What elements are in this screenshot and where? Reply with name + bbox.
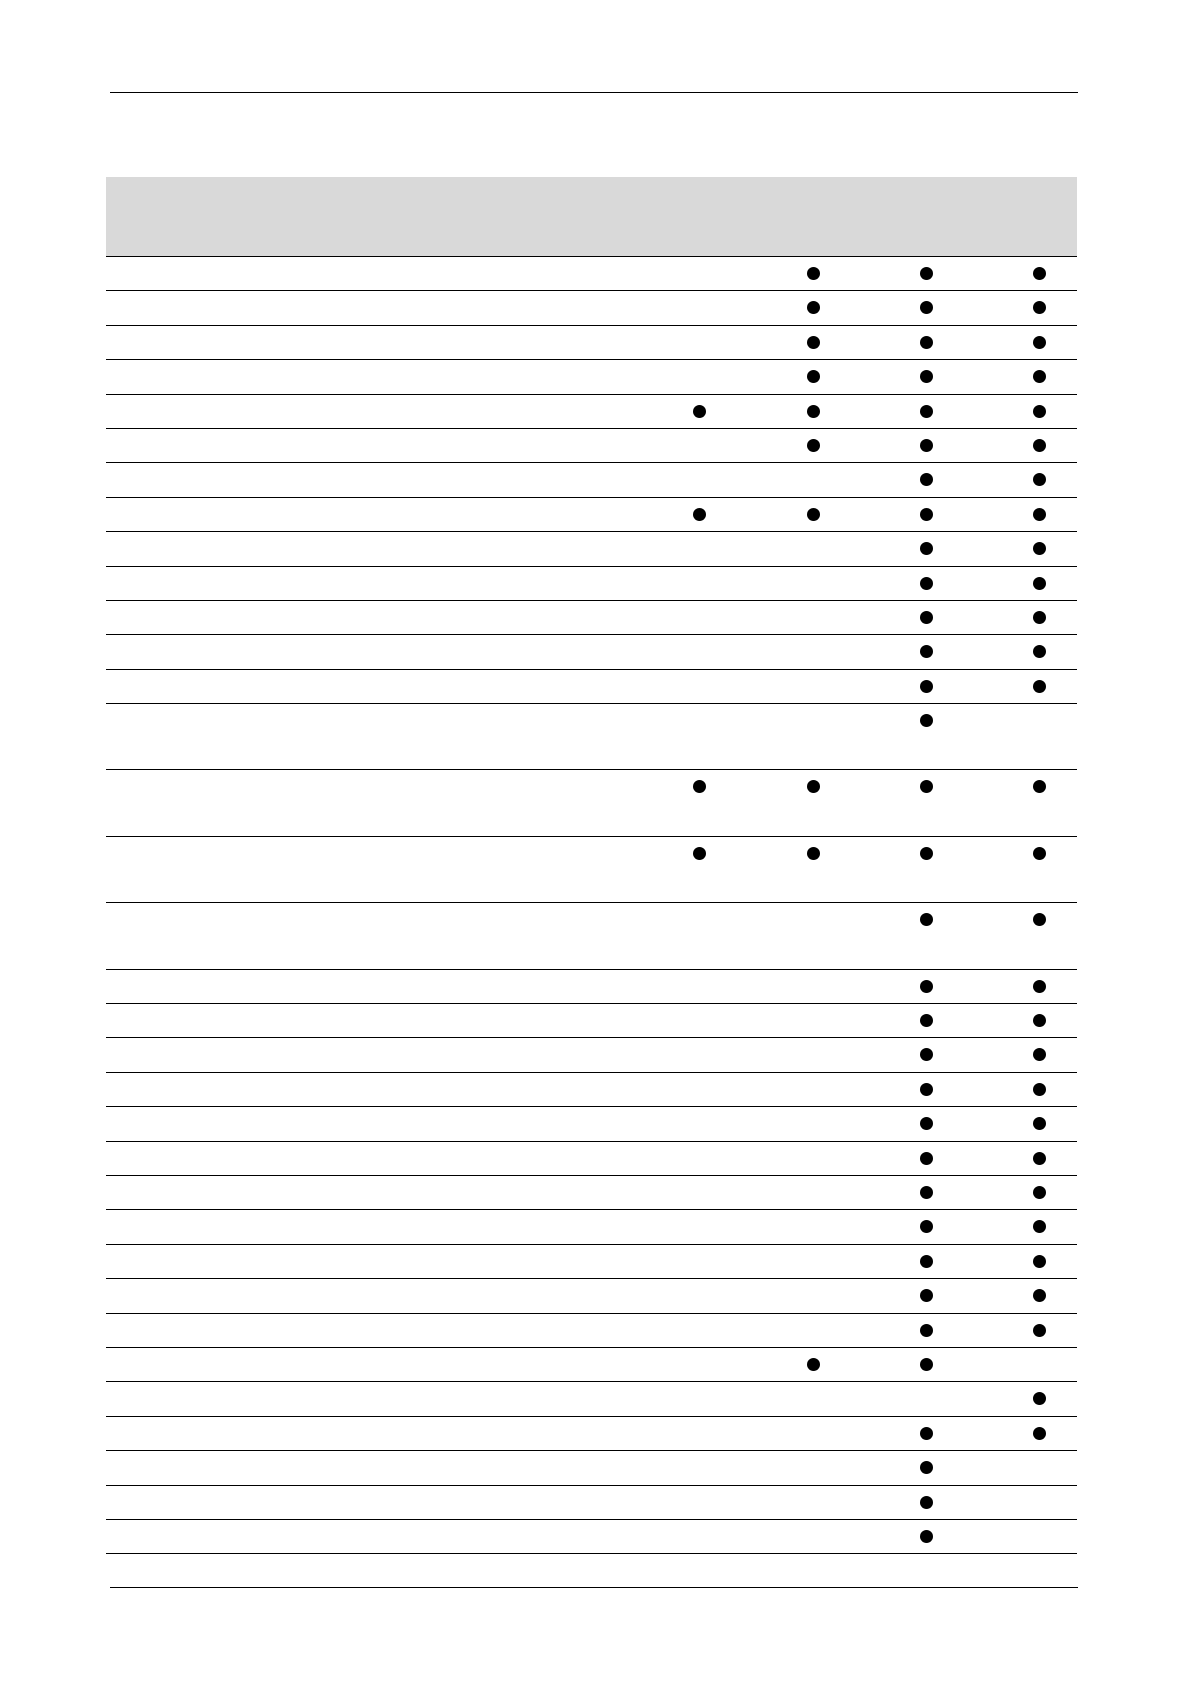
table-cell-col-2 <box>793 301 833 315</box>
table-cell-col-2 <box>793 577 833 591</box>
top-rule <box>110 92 1078 93</box>
table-cell-col-2 <box>793 1186 833 1200</box>
table-row <box>106 1314 1077 1348</box>
bullet-dot-icon <box>1033 439 1046 452</box>
bullet-dot-icon <box>920 1289 933 1302</box>
table-cell-col-4 <box>1019 1255 1059 1269</box>
table-cell-col-1 <box>679 1496 719 1510</box>
table-cell-col-4 <box>1019 1392 1059 1406</box>
table-cell-col-4 <box>1019 1152 1059 1166</box>
table-cell-col-3 <box>906 1186 946 1200</box>
table-cell-col-1 <box>679 336 719 350</box>
table-cell-col-1 <box>679 1083 719 1097</box>
table-cell-col-4 <box>1019 645 1059 659</box>
bottom-rule <box>110 1587 1078 1588</box>
bullet-dot-icon <box>1033 1152 1046 1165</box>
table-cell-col-2 <box>793 611 833 625</box>
bullet-dot-icon <box>920 1496 933 1509</box>
bullet-dot-icon <box>807 336 820 349</box>
table-cell-col-3 <box>906 508 946 522</box>
bullet-dot-icon <box>693 405 706 418</box>
table-cell-col-4 <box>1019 508 1059 522</box>
table-cell-col-2 <box>793 1427 833 1441</box>
table-cell-col-4 <box>1019 577 1059 591</box>
bullet-dot-icon <box>920 847 933 860</box>
table-cell-col-1 <box>679 473 719 487</box>
table-cell-col-1 <box>679 1530 719 1544</box>
bullet-dot-icon <box>920 301 933 314</box>
table-cell-col-2 <box>793 1392 833 1406</box>
table-cell-col-4 <box>1019 1048 1059 1062</box>
bullet-dot-icon <box>920 1427 933 1440</box>
table-cell-col-4 <box>1019 913 1059 927</box>
table-cell-col-1 <box>679 405 719 419</box>
table-cell-col-3 <box>906 1220 946 1234</box>
table-cell-col-1 <box>679 267 719 281</box>
table-cell-col-3 <box>906 645 946 659</box>
table-cell-col-4 <box>1019 1289 1059 1303</box>
table-cell-col-2 <box>793 680 833 694</box>
bullet-dot-icon <box>1033 1289 1046 1302</box>
table-cell-col-4 <box>1019 439 1059 453</box>
bullet-dot-icon <box>807 508 820 521</box>
table-cell-col-3 <box>906 370 946 384</box>
table-cell-col-1 <box>679 780 719 794</box>
table-cell-col-1 <box>679 1186 719 1200</box>
table-cell-col-1 <box>679 1324 719 1338</box>
table-row <box>106 1245 1077 1279</box>
table-row <box>106 1038 1077 1072</box>
table-cell-col-1 <box>679 1152 719 1166</box>
bullet-dot-icon <box>1033 370 1046 383</box>
table-row <box>106 1520 1077 1554</box>
table-cell-col-2 <box>793 405 833 419</box>
table-cell-col-1 <box>679 714 719 728</box>
bullet-dot-icon <box>1033 1392 1046 1405</box>
table-cell-col-3 <box>906 301 946 315</box>
table-row <box>106 1004 1077 1038</box>
bullet-dot-icon <box>920 611 933 624</box>
table-cell-col-4 <box>1019 473 1059 487</box>
table-cell-col-2 <box>793 1117 833 1131</box>
table-cell-col-3 <box>906 1048 946 1062</box>
table-cell-col-2 <box>793 1530 833 1544</box>
bullet-dot-icon <box>1033 980 1046 993</box>
table-cell-col-3 <box>906 1324 946 1338</box>
table-cell-col-2 <box>793 1358 833 1372</box>
bullet-dot-icon <box>920 1152 933 1165</box>
bullet-dot-icon <box>807 370 820 383</box>
bullet-dot-icon <box>807 439 820 452</box>
bullet-dot-icon <box>920 980 933 993</box>
bullet-dot-icon <box>920 508 933 521</box>
table-cell-col-3 <box>906 1496 946 1510</box>
table-cell-col-4 <box>1019 1324 1059 1338</box>
table-cell-col-3 <box>906 1427 946 1441</box>
bullet-dot-icon <box>920 1048 933 1061</box>
bullet-dot-icon <box>1033 847 1046 860</box>
table-row <box>106 498 1077 532</box>
bullet-dot-icon <box>1033 542 1046 555</box>
table-cell-col-3 <box>906 1014 946 1028</box>
bullet-dot-icon <box>920 439 933 452</box>
table-cell-col-3 <box>906 1358 946 1372</box>
bullet-dot-icon <box>920 336 933 349</box>
table-cell-col-2 <box>793 645 833 659</box>
table-cell-col-2 <box>793 1152 833 1166</box>
table-cell-col-2 <box>793 267 833 281</box>
bullet-dot-icon <box>1033 611 1046 624</box>
bullet-dot-icon <box>920 1461 933 1474</box>
table-cell-col-2 <box>793 780 833 794</box>
bullet-dot-icon <box>807 301 820 314</box>
table-cell-col-4 <box>1019 1530 1059 1544</box>
bullet-dot-icon <box>1033 645 1046 658</box>
table-cell-col-3 <box>906 577 946 591</box>
table-cell-col-1 <box>679 439 719 453</box>
bullet-dot-icon <box>920 645 933 658</box>
table-cell-col-2 <box>793 1083 833 1097</box>
table-cell-col-2 <box>793 370 833 384</box>
bullet-dot-icon <box>693 508 706 521</box>
table-row <box>106 770 1077 836</box>
table-cell-col-3 <box>906 1392 946 1406</box>
table-cell-col-4 <box>1019 1014 1059 1028</box>
bullet-dot-icon <box>920 1186 933 1199</box>
table-cell-col-3 <box>906 439 946 453</box>
bullet-dot-icon <box>1033 577 1046 590</box>
table-row <box>106 837 1077 903</box>
table-cell-col-3 <box>906 980 946 994</box>
bullet-dot-icon <box>807 780 820 793</box>
table-cell-col-3 <box>906 1461 946 1475</box>
table-cell-col-1 <box>679 1392 719 1406</box>
table-cell-col-4 <box>1019 847 1059 861</box>
table-cell-col-1 <box>679 508 719 522</box>
table-cell-col-4 <box>1019 1461 1059 1475</box>
table-cell-col-1 <box>679 1289 719 1303</box>
table-cell-col-4 <box>1019 680 1059 694</box>
table-row <box>106 704 1077 770</box>
table-cell-col-3 <box>906 473 946 487</box>
table-cell-col-3 <box>906 1255 946 1269</box>
table-cell-col-1 <box>679 1220 719 1234</box>
table-cell-col-3 <box>906 714 946 728</box>
table-cell-col-1 <box>679 1461 719 1475</box>
table-row <box>106 257 1077 291</box>
bullet-dot-icon <box>920 577 933 590</box>
bullet-dot-icon <box>920 1358 933 1371</box>
bullet-dot-icon <box>1033 780 1046 793</box>
table-cell-col-4 <box>1019 336 1059 350</box>
table-cell-col-1 <box>679 1427 719 1441</box>
bullet-dot-icon <box>807 847 820 860</box>
bullet-dot-icon <box>920 1255 933 1268</box>
bullet-dot-icon <box>1033 267 1046 280</box>
table-cell-col-3 <box>906 336 946 350</box>
table-row <box>106 970 1077 1004</box>
bullet-dot-icon <box>693 780 706 793</box>
bullet-dot-icon <box>920 1083 933 1096</box>
bullet-dot-icon <box>1033 1255 1046 1268</box>
bullet-dot-icon <box>920 714 933 727</box>
table-cell-col-3 <box>906 680 946 694</box>
bullet-dot-icon <box>1033 913 1046 926</box>
table-row <box>106 1279 1077 1313</box>
bullet-dot-icon <box>1033 405 1046 418</box>
table-row <box>106 670 1077 704</box>
table-cell-col-4 <box>1019 980 1059 994</box>
table-cell-col-4 <box>1019 1083 1059 1097</box>
bullet-dot-icon <box>1033 1117 1046 1130</box>
table-cell-col-2 <box>793 1324 833 1338</box>
table-cell-col-2 <box>793 1496 833 1510</box>
table-cell-col-1 <box>679 1117 719 1131</box>
table-row <box>106 326 1077 360</box>
bullet-dot-icon <box>1033 1014 1046 1027</box>
bullet-dot-icon <box>920 1530 933 1543</box>
bullet-dot-icon <box>1033 680 1046 693</box>
table-body <box>106 257 1077 1554</box>
table-cell-col-2 <box>793 473 833 487</box>
table-cell-col-3 <box>906 1083 946 1097</box>
table-cell-col-2 <box>793 542 833 556</box>
bullet-dot-icon <box>1033 301 1046 314</box>
table-row <box>106 1107 1077 1141</box>
bullet-dot-icon <box>1033 473 1046 486</box>
bullet-dot-icon <box>920 542 933 555</box>
table-row <box>106 1486 1077 1520</box>
table-cell-col-4 <box>1019 542 1059 556</box>
table-cell-col-1 <box>679 370 719 384</box>
table-row <box>106 463 1077 497</box>
table-cell-col-4 <box>1019 1358 1059 1372</box>
table-header <box>106 177 1077 257</box>
table-cell-col-2 <box>793 508 833 522</box>
table-cell-col-2 <box>793 1048 833 1062</box>
table-cell-col-4 <box>1019 780 1059 794</box>
bullet-dot-icon <box>920 473 933 486</box>
table-row <box>106 1348 1077 1382</box>
bullet-dot-icon <box>1033 1083 1046 1096</box>
bullet-dot-icon <box>920 1014 933 1027</box>
table-cell-col-2 <box>793 714 833 728</box>
table-cell-col-1 <box>679 1048 719 1062</box>
table-cell-col-4 <box>1019 714 1059 728</box>
table-cell-col-3 <box>906 1152 946 1166</box>
bullet-dot-icon <box>1033 1186 1046 1199</box>
table-cell-col-1 <box>679 913 719 927</box>
table-cell-col-4 <box>1019 611 1059 625</box>
table-cell-col-2 <box>793 1461 833 1475</box>
bullet-dot-icon <box>920 405 933 418</box>
bullet-dot-icon <box>1033 1048 1046 1061</box>
table-cell-col-2 <box>793 913 833 927</box>
table-row <box>106 1073 1077 1107</box>
table-row <box>106 1142 1077 1176</box>
table-row <box>106 1417 1077 1451</box>
table-cell-col-1 <box>679 980 719 994</box>
table-cell-col-4 <box>1019 301 1059 315</box>
table-row <box>106 1382 1077 1416</box>
table-cell-col-3 <box>906 1117 946 1131</box>
table-row <box>106 360 1077 394</box>
table-cell-col-4 <box>1019 1220 1059 1234</box>
table-cell-col-1 <box>679 301 719 315</box>
table-cell-col-1 <box>679 1255 719 1269</box>
feature-matrix-table <box>106 177 1077 1554</box>
table-cell-col-4 <box>1019 1186 1059 1200</box>
bullet-dot-icon <box>1033 1220 1046 1233</box>
bullet-dot-icon <box>1033 1427 1046 1440</box>
bullet-dot-icon <box>920 267 933 280</box>
bullet-dot-icon <box>807 1358 820 1371</box>
bullet-dot-icon <box>920 370 933 383</box>
bullet-dot-icon <box>693 847 706 860</box>
bullet-dot-icon <box>920 913 933 926</box>
table-cell-col-1 <box>679 645 719 659</box>
bullet-dot-icon <box>920 780 933 793</box>
table-cell-col-1 <box>679 611 719 625</box>
table-row <box>106 532 1077 566</box>
bullet-dot-icon <box>920 1324 933 1337</box>
table-cell-col-3 <box>906 611 946 625</box>
table-cell-col-4 <box>1019 370 1059 384</box>
table-cell-col-2 <box>793 1255 833 1269</box>
table-cell-col-3 <box>906 405 946 419</box>
table-cell-col-1 <box>679 542 719 556</box>
bullet-dot-icon <box>1033 1324 1046 1337</box>
table-row <box>106 1451 1077 1485</box>
table-cell-col-2 <box>793 336 833 350</box>
table-row <box>106 567 1077 601</box>
table-cell-col-3 <box>906 913 946 927</box>
bullet-dot-icon <box>1033 508 1046 521</box>
bullet-dot-icon <box>807 405 820 418</box>
table-row <box>106 429 1077 463</box>
bullet-dot-icon <box>1033 336 1046 349</box>
table-row <box>106 1176 1077 1210</box>
table-cell-col-3 <box>906 1530 946 1544</box>
table-cell-col-2 <box>793 1289 833 1303</box>
table-row <box>106 601 1077 635</box>
table-cell-col-1 <box>679 680 719 694</box>
table-cell-col-2 <box>793 847 833 861</box>
table-cell-col-3 <box>906 267 946 281</box>
bullet-dot-icon <box>807 267 820 280</box>
table-cell-col-4 <box>1019 1496 1059 1510</box>
table-cell-col-4 <box>1019 1427 1059 1441</box>
table-cell-col-1 <box>679 1014 719 1028</box>
table-cell-col-4 <box>1019 1117 1059 1131</box>
table-cell-col-2 <box>793 439 833 453</box>
table-cell-col-2 <box>793 980 833 994</box>
bullet-dot-icon <box>920 1117 933 1130</box>
table-row <box>106 635 1077 669</box>
table-cell-col-1 <box>679 1358 719 1372</box>
table-cell-col-3 <box>906 542 946 556</box>
table-cell-col-4 <box>1019 267 1059 281</box>
bullet-dot-icon <box>920 1220 933 1233</box>
table-row <box>106 291 1077 325</box>
table-cell-col-2 <box>793 1014 833 1028</box>
table-cell-col-3 <box>906 780 946 794</box>
table-row <box>106 1210 1077 1244</box>
table-row <box>106 903 1077 969</box>
table-cell-col-4 <box>1019 405 1059 419</box>
table-cell-col-3 <box>906 847 946 861</box>
table-cell-col-1 <box>679 847 719 861</box>
table-row <box>106 395 1077 429</box>
table-cell-col-2 <box>793 1220 833 1234</box>
table-cell-col-3 <box>906 1289 946 1303</box>
table-cell-col-1 <box>679 577 719 591</box>
bullet-dot-icon <box>920 680 933 693</box>
